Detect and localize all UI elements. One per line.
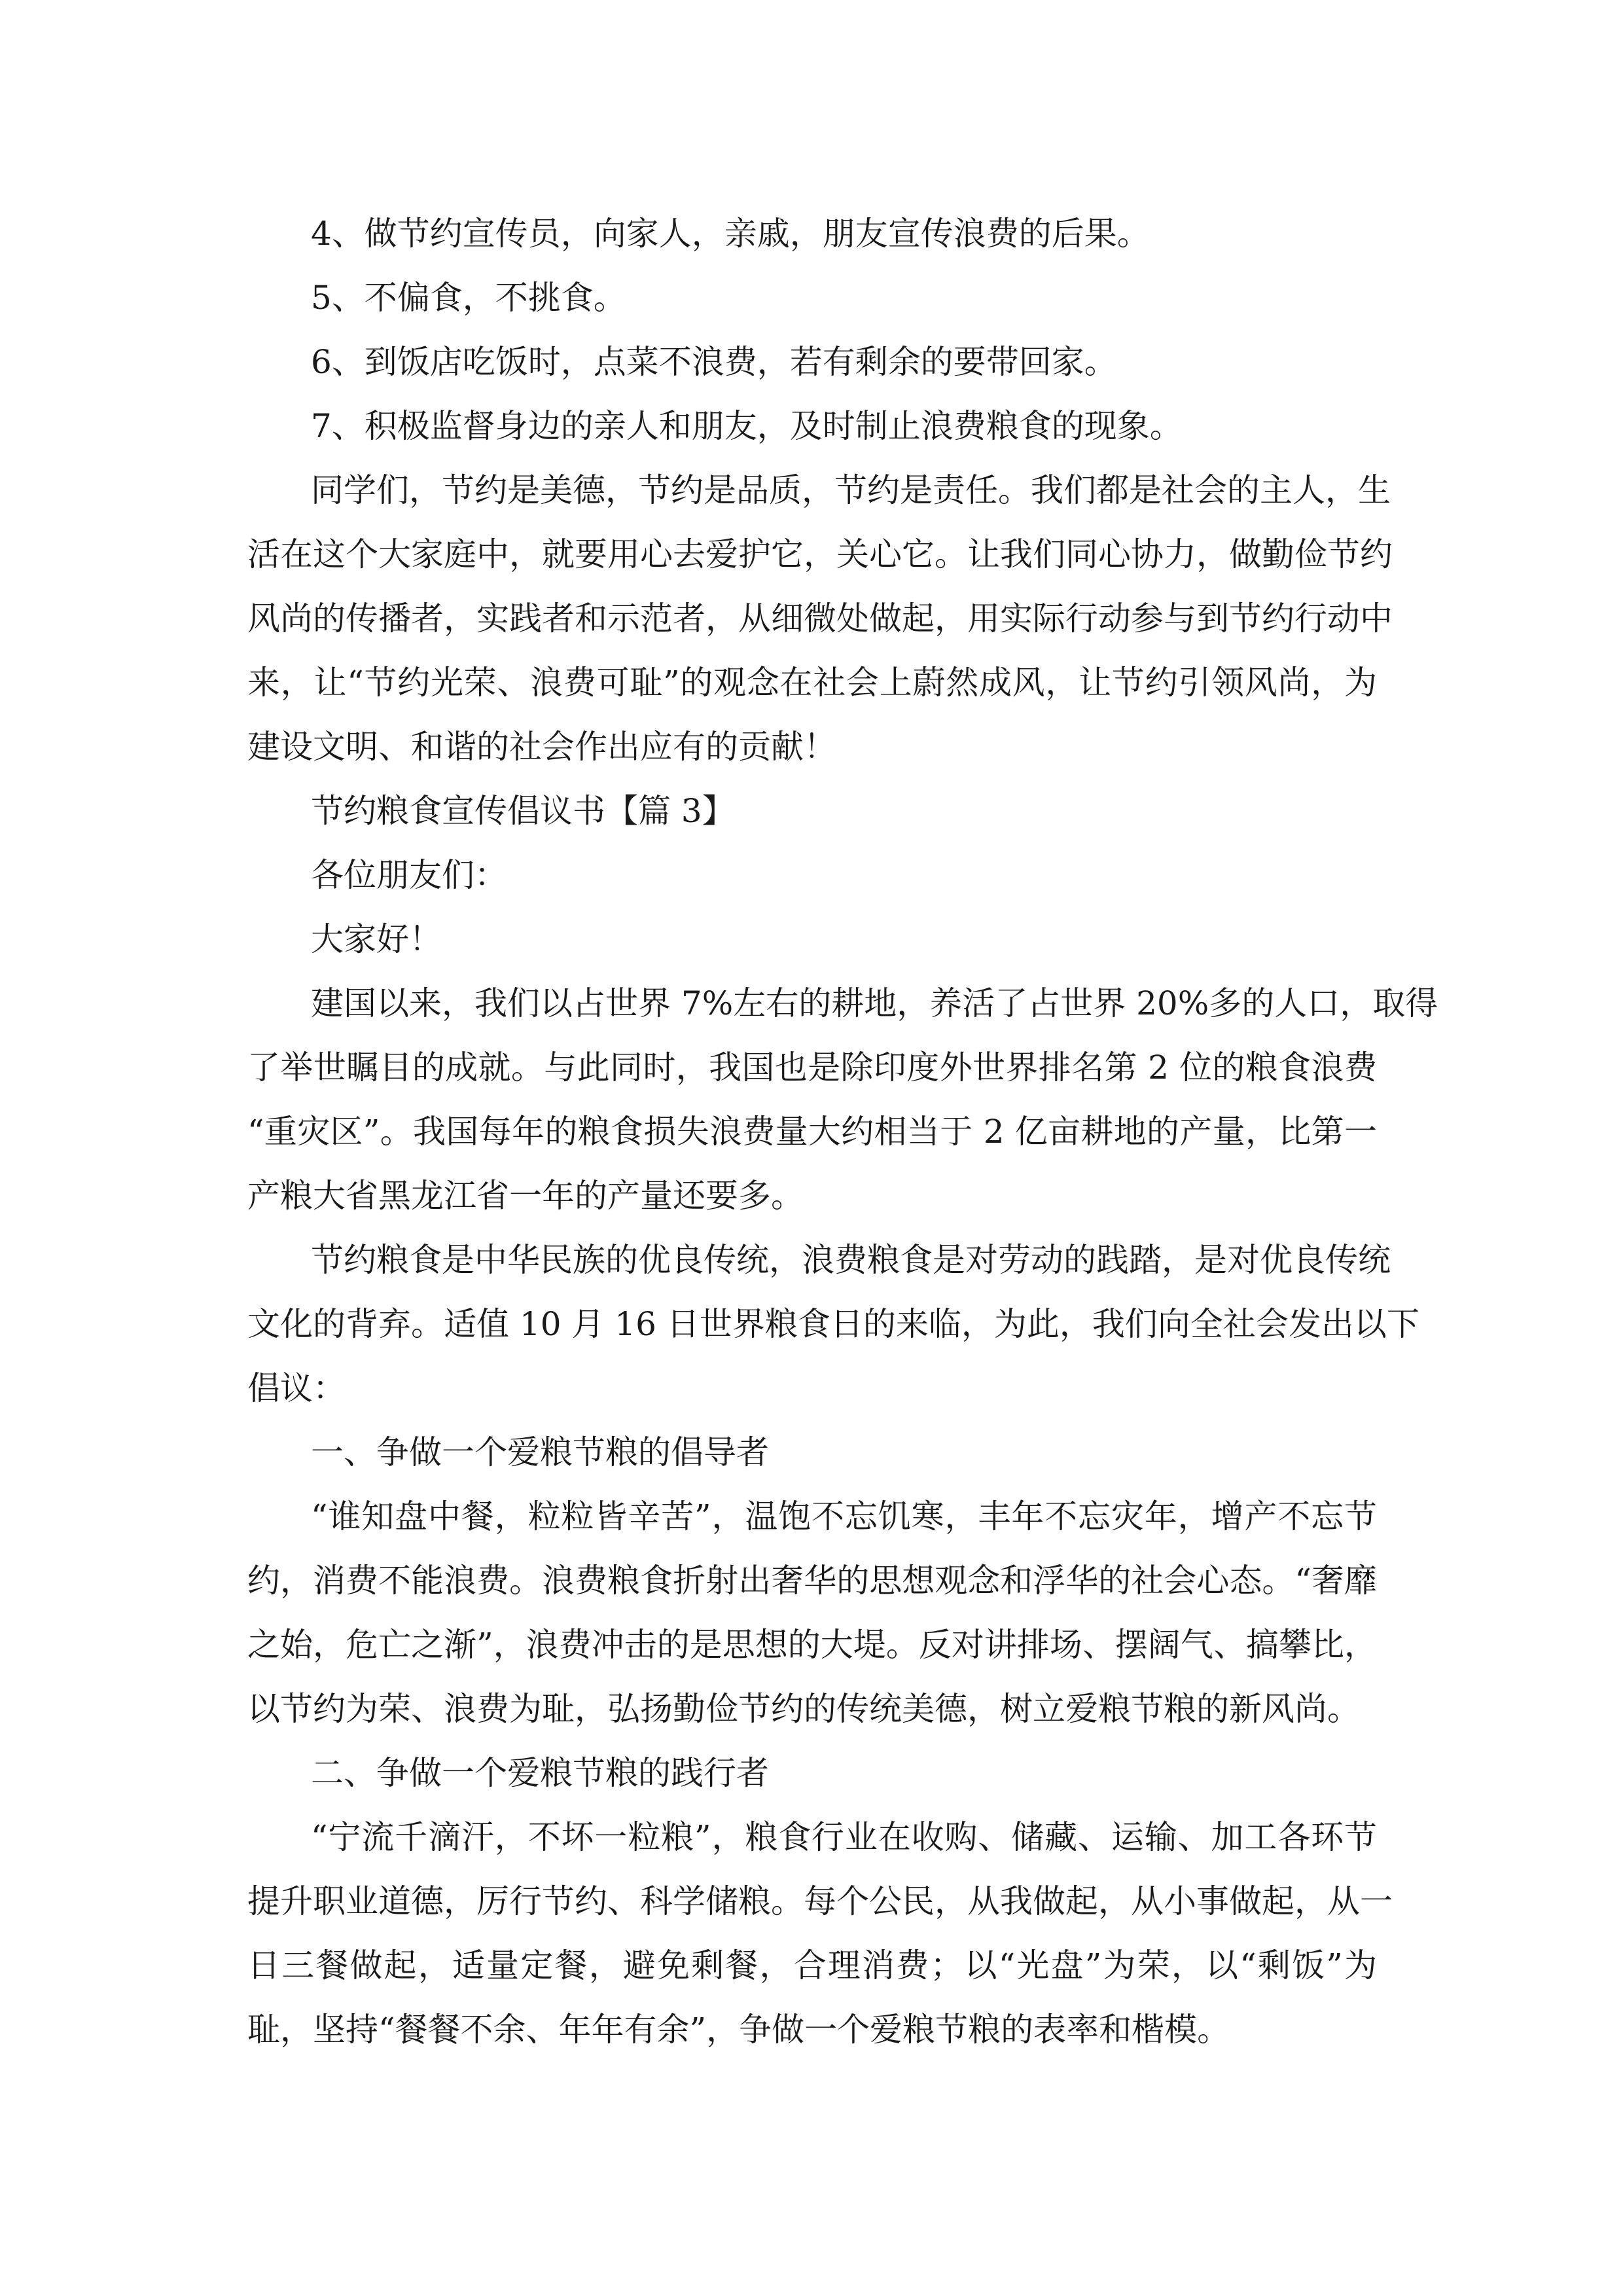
document-body — [247, 202, 1438, 2062]
paragraph-line: “宁流千滴汗，不坏一粒粮”，粮食行业在收购、储藏、运输、加工各环节 — [311, 1818, 1377, 1856]
list-item-6: 6、到饭店吃饭时，点菜不浪费，若有剩余的要带回家。 — [311, 343, 1117, 381]
paragraph-line: 来，让“节约光荣、浪费可耻”的观念在社会上蔚然成风，让节约引领风尚，为 — [247, 664, 1377, 702]
section-title: 节约粮食宣传倡议书【篇 3】 — [311, 792, 735, 830]
paragraph-line: 风尚的传播者，实践者和示范者，从细微处做起，用实际行动参与到节约行动中 — [247, 600, 1393, 637]
paragraph-line: “谁知盘中餐，粒粒皆辛苦”，温饱不忘饥寒，丰年不忘灾年，增产不忘节 — [311, 1498, 1377, 1535]
subsection-heading: 一、争做一个爱粮节粮的倡导者 — [311, 1433, 769, 1471]
paragraph-line: 活在这个大家庭中，就要用心去爱护它，关心它。让我们同心协力，做勤俭节约 — [247, 535, 1393, 573]
paragraph-line: 提升职业道德，厉行节约、科学储粮。每个公民，从我做起，从小事做起，从一 — [247, 1882, 1393, 1920]
paragraph-line: 约，消费不能浪费。浪费粮食折射出奢华的思想观念和浮华的社会心态。“奢靡 — [247, 1562, 1377, 1600]
paragraph-line: 产粮大省黑龙江省一年的产量还要多。 — [247, 1177, 804, 1215]
paragraph-line: 了举世瞩目的成就。与此同时，我国也是除印度外世界排名第 2 位的粮食浪费 — [247, 1049, 1377, 1086]
paragraph-line: 耻，坚持“餐餐不余、年年有余”，争做一个爱粮节粮的表率和楷模。 — [247, 2011, 1230, 2049]
paragraph-line: 同学们，节约是美德，节约是品质，节约是责任。我们都是社会的主人，生 — [311, 471, 1391, 509]
list-item-5: 5、不偏食，不挑食。 — [311, 279, 626, 317]
paragraph-line: 日三餐做起，适量定餐，避免剩餐，合理消费；以“光盘”为荣，以“剩饭”为 — [247, 1946, 1377, 1984]
paragraph-line: 文化的背弃。适值 10 月 16 日世界粮食日的来临，为此，我们向全社会发出以下 — [247, 1305, 1419, 1343]
paragraph-line: 以节约为荣、浪费为耻，弘扬勤俭节约的传统美德，树立爱粮节粮的新风尚。 — [247, 1690, 1360, 1728]
paragraph-line: 建设文明、和谐的社会作出应有的贡献！ — [247, 728, 836, 766]
list-item-4: 4、做节约宣传员，向家人，亲戚，朋友宣传浪费的后果。 — [311, 215, 1150, 253]
paragraph-line: 节约粮食是中华民族的优良传统，浪费粮食是对劳动的践踏，是对优良传统 — [311, 1241, 1391, 1279]
greeting: 大家好！ — [311, 920, 442, 958]
salutation: 各位朋友们： — [311, 856, 507, 894]
paragraph-line: 倡议： — [247, 1369, 346, 1407]
subsection-heading: 二、争做一个爱粮节粮的践行者 — [311, 1754, 769, 1792]
paragraph-line: “重灾区”。我国每年的粮食损失浪费量大约相当于 2 亿亩耕地的产量，比第一 — [247, 1113, 1377, 1151]
paragraph-line: 建国以来，我们以占世界 7%左右的耕地，养活了占世界 20%多的人口，取得 — [311, 984, 1438, 1022]
paragraph-line: 之始，危亡之渐”，浪费冲击的是思想的大堤。反对讲排场、摆阔气、搞攀比， — [247, 1626, 1377, 1664]
list-item-7: 7、积极监督身边的亲人和朋友，及时制止浪费粮食的现象。 — [311, 407, 1183, 445]
